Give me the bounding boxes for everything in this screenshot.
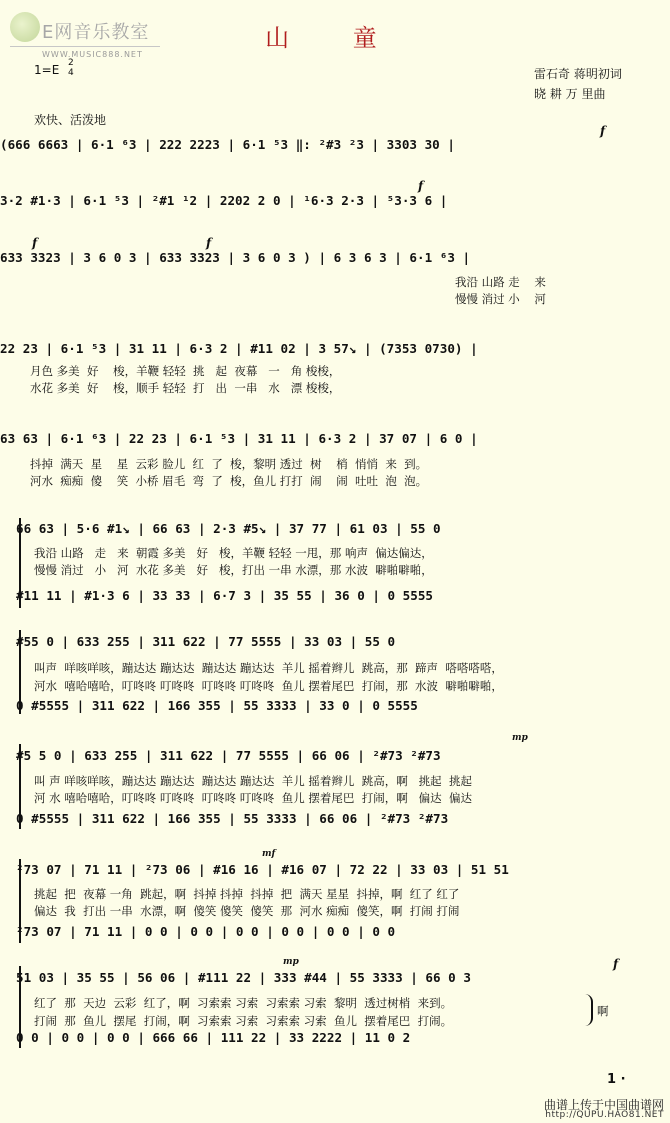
time-signature <box>68 58 74 78</box>
lyric-line-14a: 红了 那 天边 云彩 红了，啊 习索索 习索 习索索 习索 黎明 透过树梢 来到。 <box>34 996 453 1010</box>
lyric-line-10b: 河 水 嘻哈嘻哈，叮咚咚 叮咚咚 叮咚咚 叮咚咚 鱼儿 摆着尾巴 打闹，啊 偏达 偏达 <box>34 791 472 805</box>
song-title: 山 童 <box>265 24 405 52</box>
notation-line-5: 63 63 | 6·1 ⁶3 | 22 23 | 6·1 ⁵3 | 31 11 | 6·3 2 | 37 07 | 6 0 | <box>0 431 478 446</box>
lyric-line-12a: 挑起 把 夜幕 一角 跳起，啊 抖掉 抖掉 抖掉 把 满天 星星 抖掉，啊 红了 红了 <box>34 887 460 901</box>
dynamic-forte-3: f <box>32 236 38 250</box>
dynamic-forte-5: f <box>613 957 619 971</box>
notation-line-13: ²73 07 | 71 11 | 0 0 | 0 0 | 0 0 | 0 0 | 0 0 | 0 0 <box>16 924 396 939</box>
dynamic-forte-4: f <box>206 236 212 250</box>
notation-line-2: 3·2 #1·3 | 6·1 ⁵3 | ²#1 ¹2 | 2202 2 0 | ¹6·3 2·3 | ⁵3·3 6 | <box>0 193 448 208</box>
lyricist-credit: 雷石奇 蒋明初词 <box>534 67 622 81</box>
notation-line-12: ²73 07 | 71 11 | ²73 06 | #16 16 | #16 07 | 72 22 | 33 03 | 51 51 <box>16 862 509 877</box>
lyric-line-5b: 河水 痴痴 傻 笑 小桥 眉毛 弯 了 梭，鱼儿 打打 闹 闹 吐吐 泡 泡。 <box>30 474 428 488</box>
footer-url: http://QUPU.HAO81.NET <box>545 1110 664 1120</box>
dynamic-mp-2: mp <box>283 957 299 967</box>
meter-bottom: 4 <box>68 68 74 78</box>
notation-line-7: #11 11 | #1·3 6 | 33 33 | 6·7 3 | 35 55 | 36 0 | 0 5555 <box>16 588 434 603</box>
dynamic-mf: mf <box>262 849 276 859</box>
lyric-line-10a: 叫 声 咩咳咩咳，蹦达达 蹦达达 蹦达达 蹦达达 羊儿 摇着辫儿 跳高，啊 挑起 挑起 <box>34 774 472 788</box>
notation-line-8: #55 0 | 633 255 | 311 622 | 77 5555 | 33 03 | 55 0 <box>16 634 396 649</box>
key-signature: 1=E <box>34 63 60 77</box>
notation-line-9: 0 #5555 | 311 622 | 166 355 | 55 3333 | 33 0 | 0 5555 <box>16 698 418 713</box>
notation-line-6: 66 63 | 5·6 #1↘ | 66 63 | 2·3 #5↘ | 37 77 | 61 03 | 55 0 <box>16 521 441 536</box>
notation-line-15: 0 0 | 0 0 | 0 0 | 666 66 | 111 22 | 33 2222 | 11 0 2 <box>16 1030 411 1045</box>
lyric-line-3a: 我沿 山路 走 来 <box>455 275 546 289</box>
lyric-line-4b: 水花 多美 好 梭，顺手 轻轻 打 出 一串 水 漂 梭梭， <box>30 381 341 395</box>
credits <box>534 64 622 104</box>
footer-source: 曲谱上传于中国曲谱网 <box>543 1098 664 1112</box>
page-number: 1 · <box>607 1072 626 1087</box>
lyric-line-8b: 河水 嘻哈嘻哈，叮咚咚 叮咚咚 叮咚咚 叮咚咚 鱼儿 摆着尾巴 打闹，那 水波 噼啪噼啪， <box>34 679 503 693</box>
logo-url: WWW.MUSIC888.NET <box>42 50 143 59</box>
lyric-line-3b: 慢慢 消过 小 河 <box>455 292 546 306</box>
notation-line-10: #5 5 0 | 633 255 | 311 622 | 77 5555 | 66 06 | ²#73 ²#73 <box>16 748 441 763</box>
lyric-line-8a: 叫声 咩咳咩咳，蹦达达 蹦达达 蹦达达 蹦达达 羊儿 摇着辫儿 跳高，那 蹄声 嗒嗒嗒嗒， <box>34 661 503 675</box>
brace-word: 啊 <box>597 1004 609 1018</box>
lyric-line-5a: 抖掉 满天 星 星 云彩 脸儿 红 了 梭，黎明 透过 树 梢 悄悄 来 到。 <box>30 457 428 471</box>
dynamic-mp-1: mp <box>512 733 528 743</box>
tempo-marking: 欢快、活泼地 <box>34 113 107 127</box>
lyric-line-6a: 我沿 山路 走 来 朝霞 多美 好 梭，羊鞭 轻轻 一甩，那 响声 偏达偏达， <box>34 546 433 560</box>
notation-line-1: (666 6663 | 6·1 ⁶3 | 222 2223 | 6·1 ⁵3 ‖: ²#3 ²3 | 3303 30 | <box>0 137 455 152</box>
dynamic-forte-1: f <box>600 124 606 138</box>
logo-text: E网音乐教室 <box>42 22 150 43</box>
dynamic-forte-2: f <box>418 179 424 193</box>
meter-top: 2 <box>68 58 74 68</box>
lyric-line-6b: 慢慢 消过 小 河 水花 多美 好 梭，打出 一串 水漂，那 水波 噼啪噼啪， <box>34 563 433 577</box>
notation-line-4: 22 23 | 6·1 ⁵3 | 31 11 | 6·3 2 | #11 02 | 3 57↘ | (7353 0730) | <box>0 341 478 356</box>
notation-line-3: 633 3323 | 3 6 0 3 | 633 3323 | 3 6 0 3 ) | 6 3 6 3 | 6·1 ⁶3 | <box>0 250 471 265</box>
lyric-line-14b: 打闹 那 鱼儿 摆尾 打闹，啊 习索索 习索 习索索 习索 鱼儿 摆着尾巴 打闹。 <box>34 1014 453 1028</box>
lyric-line-12b: 偏达 我 打出 一串 水漂，啊 傻笑 傻笑 傻笑 那 河水 痴痴 傻笑，啊 打闹 打闹 <box>34 904 460 918</box>
notation-line-11: 0 #5555 | 311 622 | 166 355 | 55 3333 | 66 06 | ²#73 ²#73 <box>16 811 449 826</box>
lyric-brace <box>583 994 593 1026</box>
lyric-line-4a: 月色 多美 好 梭，羊鞭 轻轻 挑 起 夜幕 一 角 梭梭， <box>30 364 341 378</box>
notation-line-14: 51 03 | 35 55 | 56 06 | #111 22 | 333 #44 | 55 3333 | 66 0 3 <box>16 970 471 985</box>
composer-credit: 晓 耕 万 里曲 <box>534 87 606 101</box>
